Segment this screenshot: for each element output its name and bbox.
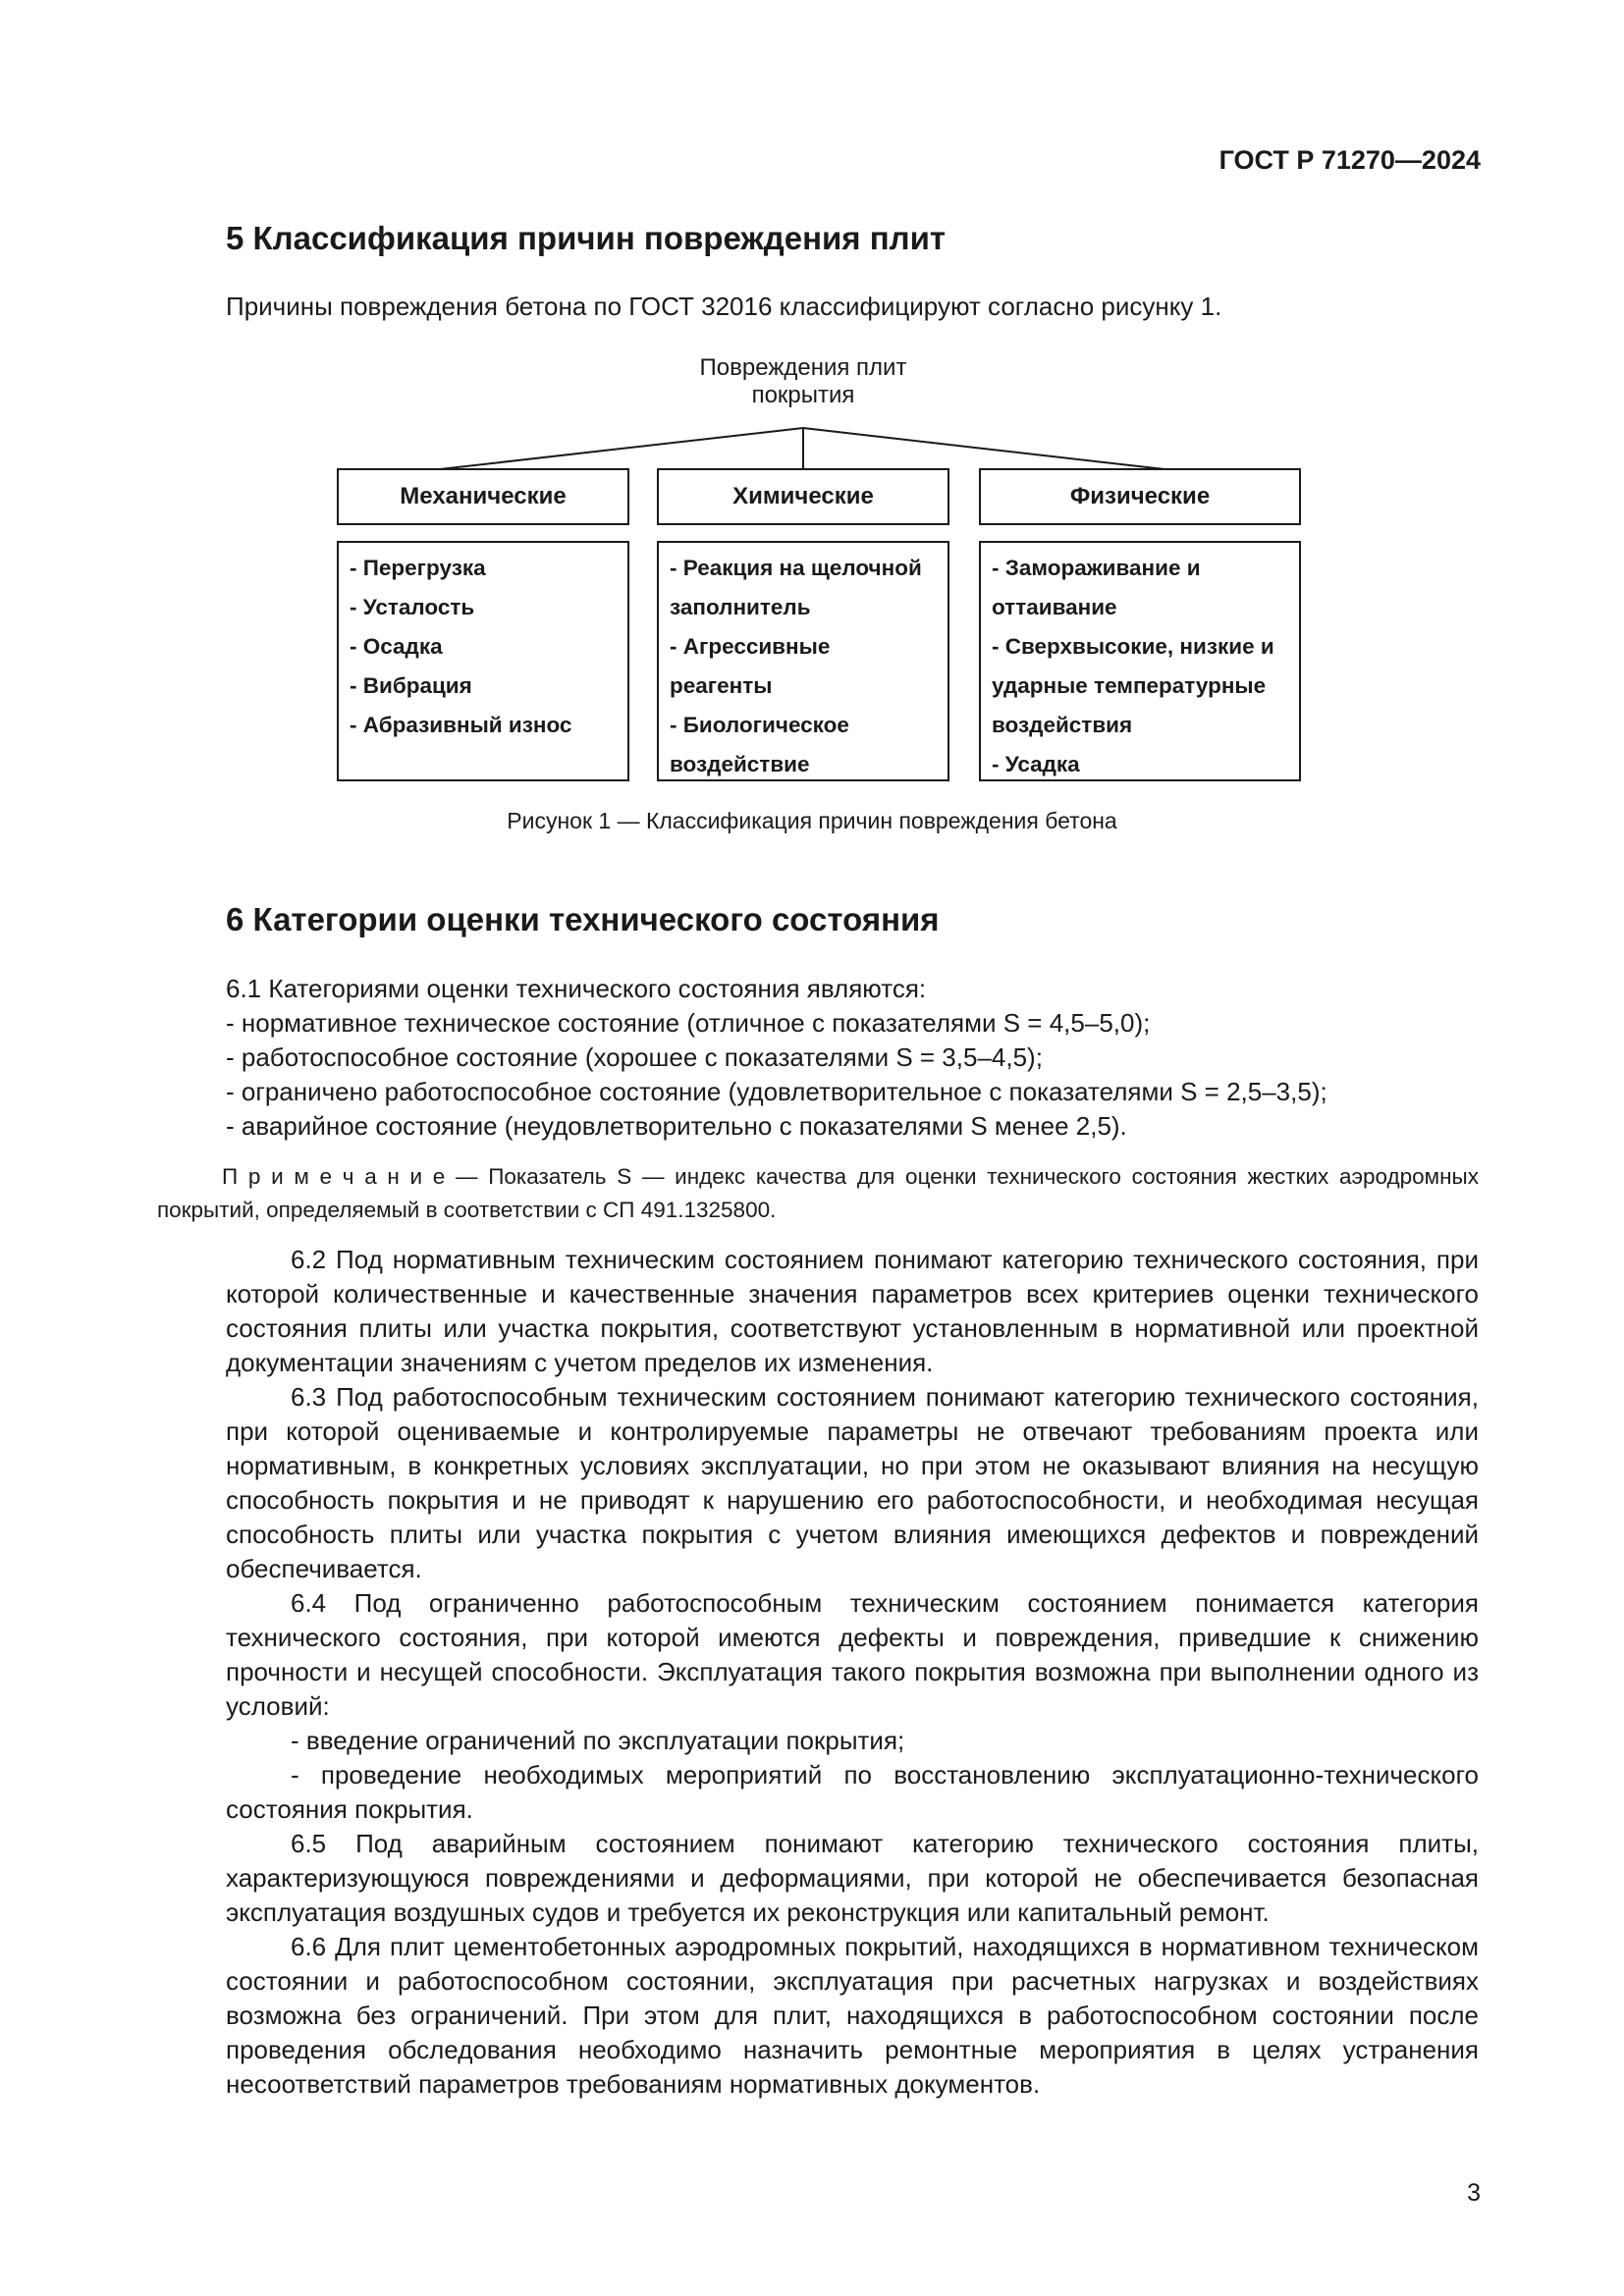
root-title-line-1: Повреждения плит: [699, 354, 907, 381]
list-item: ударные температурные: [992, 673, 1267, 698]
paragraph-6-5: 6.5 Под аварийным состоянием понимают категорию технического состояния плиты, характеризующуюся повреждениями и деформациями, при которой не обеспечивается безопасная эксплуатация воздушных судов и требуется их реконструкция или капитальный ремонт.: [226, 1829, 1479, 1927]
p61-line: 6.1 Категориями оценки технического состояния являются:: [226, 974, 927, 1003]
p61-line: - аварийное состояние (неудовлетворительно с показателями S менее 2,5).: [226, 1111, 1127, 1141]
list-item: оттаивание: [992, 595, 1117, 619]
list-item: - Усталость: [350, 595, 475, 619]
note-text: — Показатель S — индекс качества для оценки технического состояния жестких аэродромных покрытий, определяемый в соответствии с СП 491.1325800.: [157, 1164, 1479, 1222]
list-item: - Замораживание и: [992, 556, 1201, 580]
diagram-root-title: [656, 354, 950, 409]
paragraph-6-4: 6.4 Под ограниченно работоспособным техническим состоянием понимается категория технического состояния, при которой имеются дефекты и повреждения, приведшие к снижению прочности и несущей способности. Эксплуатация такого покрытия возможна при выполнении одного из условий:: [226, 1588, 1479, 1721]
list-item: - Реакция на щелочной: [670, 556, 922, 580]
list-chemical: [658, 542, 948, 780]
section-5-intro: Причины повреждения бетона по ГОСТ 32016 классифицируют согласно рисунку 1.: [226, 292, 1222, 321]
p61-line: - нормативное техническое состояние (отличное с показателями S = 4,5–5,0);: [226, 1008, 1151, 1038]
list-item: - Абразивный износ: [350, 713, 572, 737]
list-item: воздействия: [992, 713, 1133, 737]
root-title-line-2: покрытия: [751, 382, 855, 408]
list-item: - Биологическое: [670, 713, 849, 737]
section-6-body: [226, 1243, 1479, 2102]
document-code: ГОСТ Р 71270—2024: [1218, 145, 1481, 175]
section-5-heading: 5 Классификация причин повреждения плит: [226, 220, 947, 256]
list-item: - Осадка: [350, 634, 443, 659]
paragraph-6-3: 6.3 Под работоспособным техническим состоянием понимают категорию технического состояния, при которой оцениваемые и контролируемые параметры не отвечают требованиям проекта или нормативным, в конкретных условиях эксплуатации, но при этом не оказывают влияния на несущую способность покрытия и не приводят к нарушению его работоспособности, и необходимая несущая способность плиты или участка покрытия с учетом влияния имеющихся дефектов и повреждений обеспечивается.: [226, 1382, 1479, 1583]
page-number: 3: [1467, 2179, 1481, 2207]
paragraph-6-2: 6.2 Под нормативным техническим состоянием понимают категорию технического состояния, при которой количественные и качественные значения параметров всех критериев оценки технического состояния плиты или участка покрытия, соответствуют установленным в нормативной или проектной документации значениям с учетом пределов их изменения.: [226, 1245, 1479, 1377]
connector-left: [440, 428, 803, 469]
figure-caption: Рисунок 1 — Классификация причин повреждения бетона: [507, 808, 1117, 833]
note: [157, 1160, 1479, 1227]
connector-right: [803, 428, 1164, 469]
category-title-chemical: Химические: [732, 483, 874, 509]
p61-line: - ограничено работоспособное состояние (удовлетворительное с показателями S = 2,5–3,5);: [226, 1077, 1327, 1106]
paragraph-6-1: [226, 972, 1479, 1144]
section-6-heading: 6 Категории оценки технического состояния: [226, 901, 940, 937]
list-item: - Агрессивные реагенты: [670, 634, 831, 698]
list-item: - Усадка: [992, 752, 1080, 776]
list-item: воздействие: [670, 752, 810, 776]
list-item: - Вибрация: [350, 673, 472, 698]
list-item: заполнитель: [670, 595, 811, 619]
paragraph-6-4-item-1: - введение ограничений по эксплуатации покрытия;: [291, 1726, 905, 1755]
paragraph-6-6: 6.6 Для плит цементобетонных аэродромных покрытий, находящихся в нормативном техническом состоянии и работоспособном состоянии, эксплуатация при расчетных нагрузках и воздействиях возможна без ограничений. При этом для плит, находящихся в работоспособном состоянии после проведения обследования необходимо назначить ремонтные мероприятия в целях устранения несоответствий параметров требованиям нормативных документов.: [226, 1932, 1479, 2099]
list-physical: [980, 542, 1300, 780]
p61-line: - работоспособное состояние (хорошее с показателями S = 3,5–4,5);: [226, 1042, 1043, 1072]
list-mechanical: [338, 542, 628, 780]
category-title-physical: Физические: [1069, 483, 1211, 509]
list-item: - Сверхвысокие, низкие и: [992, 634, 1274, 659]
paragraph-6-4-item-2: - проведение необходимых мероприятий по восстановлению эксплуатационно-технического состояния покрытия.: [226, 1760, 1479, 1824]
note-label: П р и м е ч а н и е: [222, 1164, 446, 1189]
category-title-mechanical: Механические: [400, 483, 567, 509]
list-item: - Перегрузка: [350, 556, 486, 580]
